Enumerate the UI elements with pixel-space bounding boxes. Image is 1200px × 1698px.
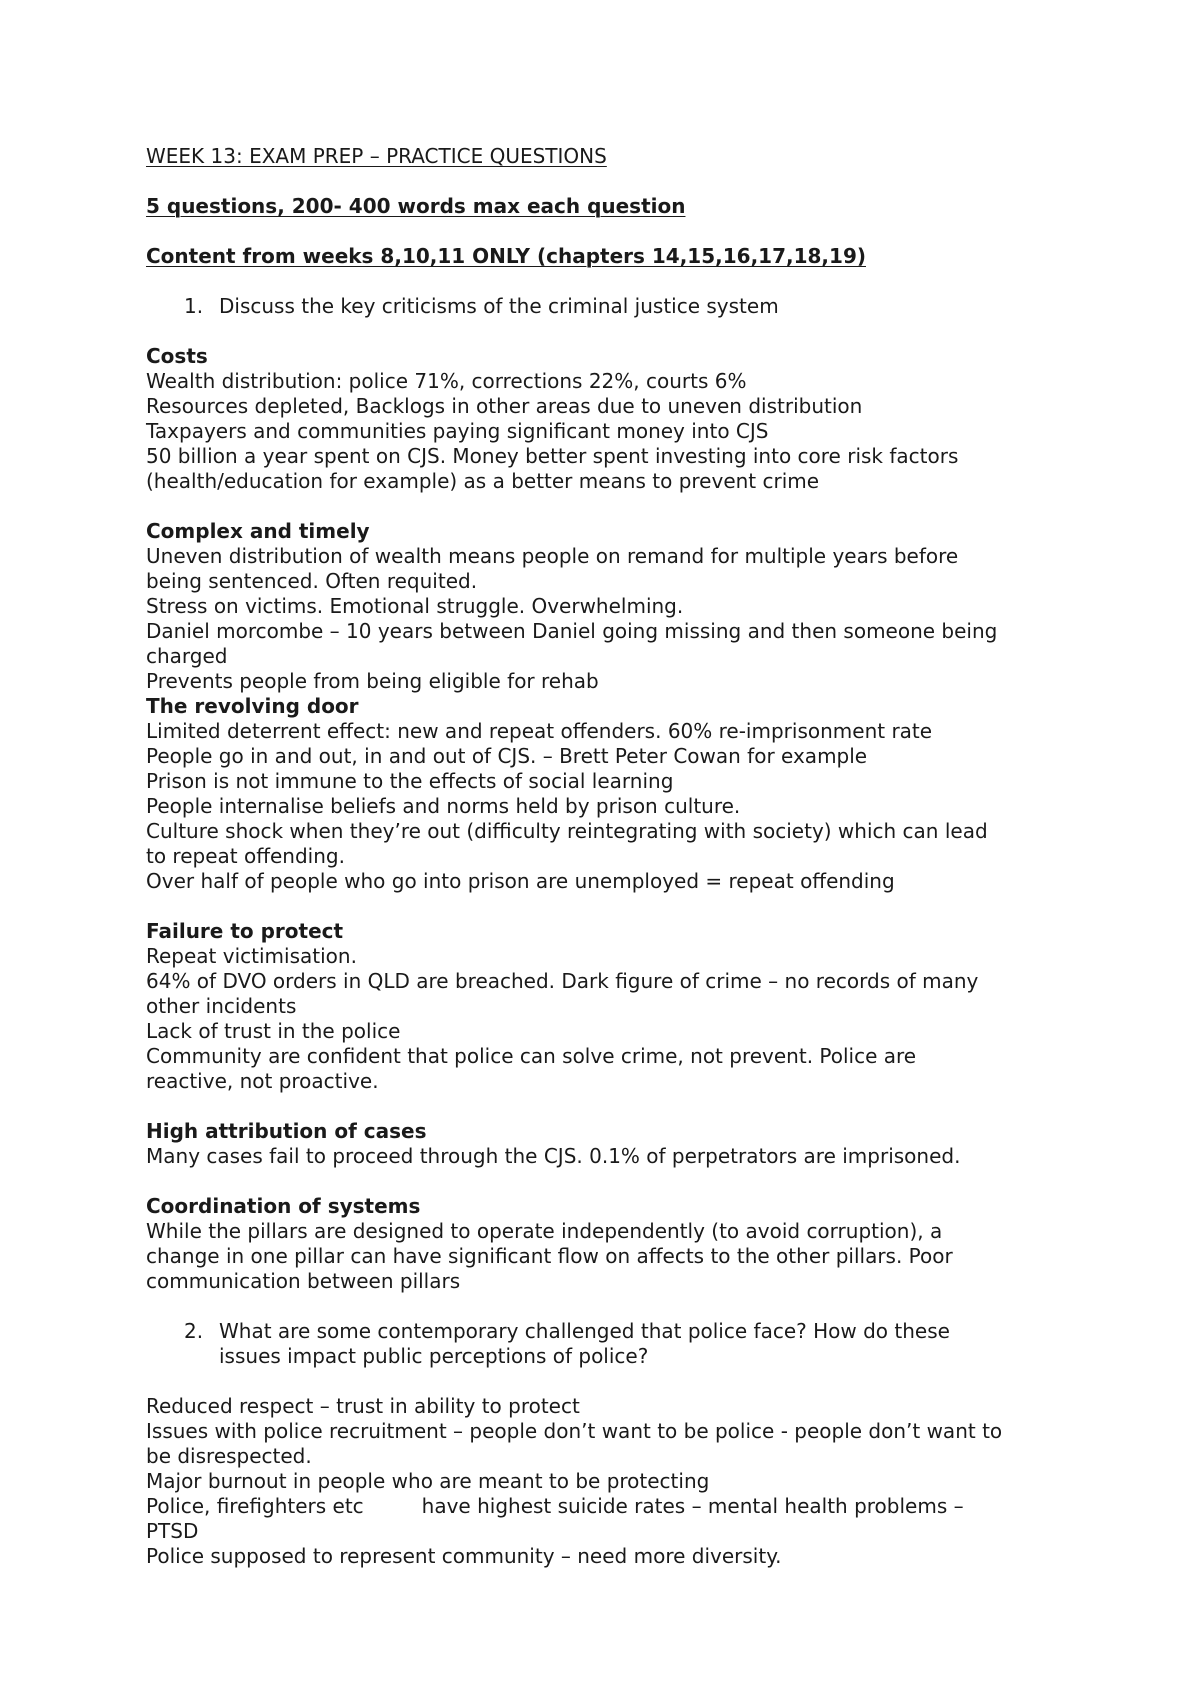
question-2-number: 2. [184,1319,204,1343]
revolving-line: Over half of people who go into prison are unemployed = repeat offending [146,869,895,893]
complex-line: charged [146,644,228,668]
revolving-line: Prison is not immune to the effects of social learning [146,769,674,793]
complex-heading: Complex and timely [146,519,370,543]
question-1-number: 1. [184,294,204,318]
q2-answer-part: have highest suicide rates – mental health problems – [421,1494,964,1518]
costs-line: Wealth distribution: police 71%, corrections 22%, courts 6% [146,369,747,393]
failure-line: Community are confident that police can solve crime, not prevent. Police are [146,1044,917,1068]
costs-line: 50 billion a year spent on CJS. Money better spent investing into core risk factors [146,444,959,468]
q2-answer-line: Major burnout in people who are meant to be protecting [146,1469,710,1493]
failure-line: 64% of DVO orders in QLD are breached. Dark figure of crime – no records of many [146,969,979,993]
document-title: WEEK 13: EXAM PREP – PRACTICE QUESTIONS [146,144,607,168]
costs-line: Taxpayers and communities paying significant money into CJS [146,419,769,443]
failure-line: other incidents [146,994,297,1018]
costs-heading: Costs [146,344,208,368]
complex-line: Daniel morcombe – 10 years between Daniel going missing and then someone being [146,619,998,643]
q2-answer-line: Reduced respect – trust in ability to protect [146,1394,580,1418]
coordination-heading: Coordination of systems [146,1194,421,1218]
exam-format-line: 5 questions, 200- 400 words max each question [146,194,686,218]
revolving-line: Limited deterrent effect: new and repeat offenders. 60% re-imprisonment rate [146,719,933,743]
complex-line: Uneven distribution of wealth means people on remand for multiple years before [146,544,959,568]
revolving-heading: The revolving door [146,694,359,718]
attribution-line: Many cases fail to proceed through the CJS. 0.1% of perpetrators are imprisoned. [146,1144,961,1168]
coordination-line: communication between pillars [146,1269,461,1293]
complex-line: being sentenced. Often requited. [146,569,478,593]
costs-line: Resources depleted, Backlogs in other areas due to uneven distribution [146,394,863,418]
question-2-text: What are some contemporary challenged that police face? How do these [219,1319,950,1343]
question-1-text: Discuss the key criticisms of the criminal justice system [219,294,779,318]
failure-line: reactive, not proactive. [146,1069,379,1093]
revolving-line: People go in and out, in and out of CJS. – Brett Peter Cowan for example [146,744,868,768]
costs-line: (health/education for example) as a better means to prevent crime [146,469,820,493]
complex-line: Prevents people from being eligible for rehab [146,669,599,693]
attribution-heading: High attribution of cases [146,1119,427,1143]
revolving-line: People internalise beliefs and norms held by prison culture. [146,794,741,818]
coordination-line: While the pillars are designed to operate independently (to avoid corruption), a [146,1219,943,1243]
complex-line: Stress on victims. Emotional struggle. Overwhelming. [146,594,684,618]
q2-answer-part: Police, firefighters etc [146,1494,364,1518]
failure-line: Repeat victimisation. [146,944,357,968]
q2-answer-line: Police supposed to represent community – need more diversity. [146,1544,782,1568]
failure-heading: Failure to protect [146,919,344,943]
q2-answer-line: Issues with police recruitment – people don’t want to be police - people don’t want to [146,1419,1003,1443]
question-2-text: issues impact public perceptions of police? [219,1344,649,1368]
coordination-line: change in one pillar can have significant flow on affects to the other pillars. Poor [146,1244,953,1268]
q2-answer-line: be disrespected. [146,1444,312,1468]
revolving-line: to repeat offending. [146,844,345,868]
q2-answer-line: PTSD [146,1519,199,1543]
q2-answer-line-suicide [146,1494,964,1519]
revolving-line: Culture shock when they’re out (difficulty reintegrating with society) which can lead [146,819,988,843]
content-scope-line: Content from weeks 8,10,11 ONLY (chapters 14,15,16,17,18,19) [146,244,866,268]
failure-line: Lack of trust in the police [146,1019,401,1043]
